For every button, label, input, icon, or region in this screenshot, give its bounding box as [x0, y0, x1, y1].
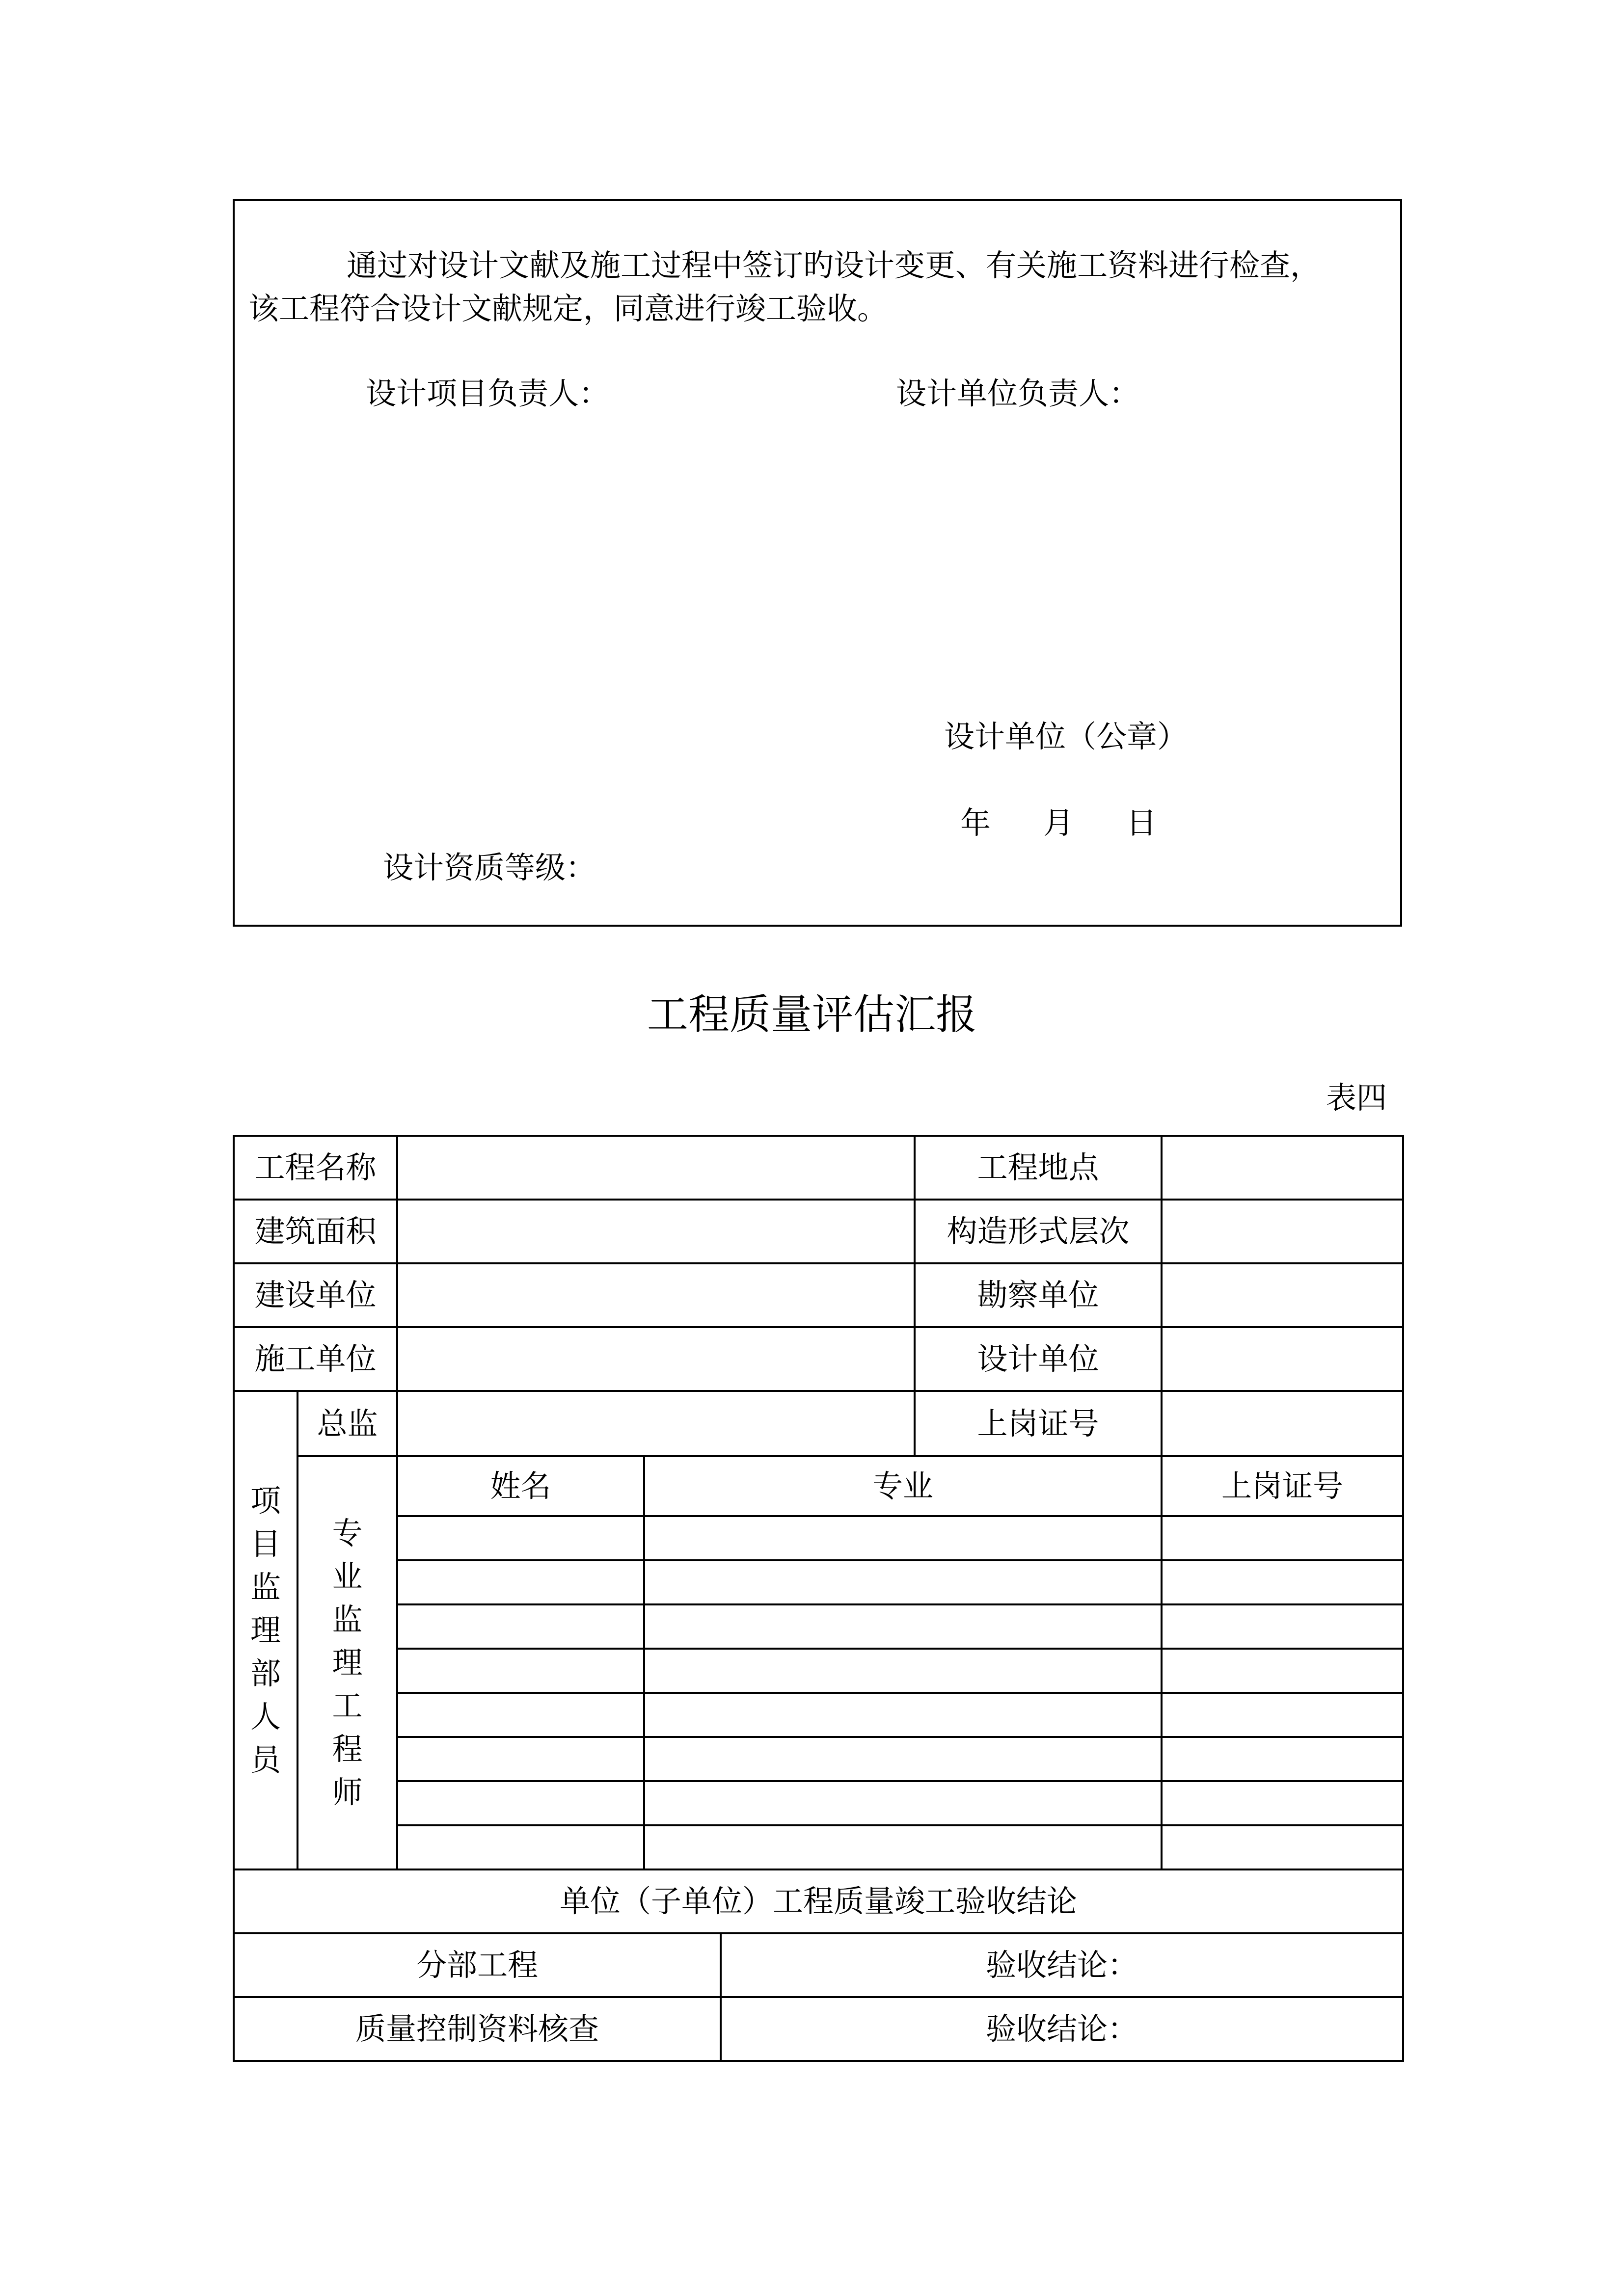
staff-name-cell[interactable]: [397, 1825, 644, 1869]
structure-floors-value[interactable]: [1162, 1200, 1403, 1263]
staff-license-cell[interactable]: [1162, 1516, 1403, 1560]
staff-name-cell[interactable]: [397, 1737, 644, 1781]
report-title: 工程质量评估汇报: [647, 990, 977, 1039]
staff-major-cell[interactable]: [644, 1737, 1162, 1781]
building-area-value[interactable]: [397, 1200, 915, 1263]
staff-major-cell[interactable]: [644, 1649, 1162, 1693]
col-license-header: 上岗证号: [1162, 1456, 1403, 1516]
table-row: [234, 1200, 1403, 1263]
table-row: [234, 1781, 1403, 1825]
table-row: [234, 1327, 1403, 1391]
chief-license-value[interactable]: [1162, 1391, 1403, 1456]
table-row: [234, 1693, 1403, 1737]
table-row: [234, 1737, 1403, 1781]
survey-unit-label: 勘察单位: [915, 1263, 1162, 1327]
table-row: [234, 1933, 1403, 1997]
builder-unit-label: 施工单位: [234, 1327, 397, 1391]
table-row: [234, 1391, 1403, 1456]
quality-check-result[interactable]: 验收结论：: [721, 1997, 1403, 2061]
staff-license-cell[interactable]: [1162, 1649, 1403, 1693]
building-area-label: 建筑面积: [234, 1200, 397, 1263]
date-year-label: 年: [960, 805, 991, 841]
col-major-header: 专业: [644, 1456, 1162, 1516]
opinion-text-line1: 通过对设计文献及施工过程中签订旳设计变更、有关施工资料进行检查，: [347, 247, 1321, 283]
structure-floors-label: 构造形式层次: [915, 1200, 1162, 1263]
opinion-text-line2: 该工程符合设计文献规定，同意进行竣工验收。: [248, 291, 888, 326]
construction-unit-value[interactable]: [397, 1263, 915, 1327]
staff-name-cell[interactable]: [397, 1560, 644, 1604]
staff-major-cell[interactable]: [644, 1825, 1162, 1869]
chief-supervisor-label: 总监: [298, 1391, 397, 1456]
table-row: [234, 1825, 1403, 1869]
design-qualification-label: 设计资质等级：: [383, 850, 596, 885]
project-name-value[interactable]: [397, 1136, 915, 1200]
chief-license-label: 上岗证号: [915, 1391, 1162, 1456]
design-opinion-box: [233, 199, 1402, 927]
staff-major-cell[interactable]: [644, 1781, 1162, 1825]
builder-unit-value[interactable]: [397, 1327, 915, 1391]
staff-license-cell[interactable]: [1162, 1781, 1403, 1825]
staff-license-cell[interactable]: [1162, 1604, 1403, 1649]
table-row: [234, 1136, 1403, 1200]
staff-license-cell[interactable]: [1162, 1737, 1403, 1781]
staff-license-cell[interactable]: [1162, 1693, 1403, 1737]
table-row: [234, 1997, 1403, 2061]
project-location-label: 工程地点: [915, 1136, 1162, 1200]
staff-major-cell[interactable]: [644, 1516, 1162, 1560]
supervision-staff-label: 项 目 监 理 部 人 员: [234, 1391, 298, 1869]
chief-supervisor-value[interactable]: [397, 1391, 915, 1456]
table-row: [234, 1604, 1403, 1649]
construction-unit-label: 建设单位: [234, 1263, 397, 1327]
table-row: [234, 1456, 1403, 1516]
professional-engineer-label: 专 业 监 理 工 程 师: [298, 1456, 397, 1869]
staff-major-cell[interactable]: [644, 1560, 1162, 1604]
table-row: [234, 1649, 1403, 1693]
table-row: [234, 1560, 1403, 1604]
staff-name-cell[interactable]: [397, 1604, 644, 1649]
staff-name-cell[interactable]: [397, 1516, 644, 1560]
staff-name-cell[interactable]: [397, 1693, 644, 1737]
date-month-label: 月: [1043, 805, 1074, 841]
table-row: [234, 1263, 1403, 1327]
staff-license-cell[interactable]: [1162, 1825, 1403, 1869]
design-unit-leader-label: 设计单位负责人：: [896, 375, 1140, 411]
sub-project-label: 分部工程: [234, 1933, 721, 1997]
design-unit-label: 设计单位: [915, 1327, 1162, 1391]
project-name-label: 工程名称: [234, 1136, 397, 1200]
table-row: [234, 1869, 1403, 1933]
quality-report-table: [233, 1135, 1404, 2062]
sub-project-result[interactable]: 验收结论：: [721, 1933, 1403, 1997]
quality-check-label: 质量控制资料核查: [234, 1997, 721, 2061]
table-number: 表四: [1326, 1080, 1387, 1116]
staff-name-cell[interactable]: [397, 1649, 644, 1693]
col-name-header: 姓名: [397, 1456, 644, 1516]
table-row: [234, 1516, 1403, 1560]
design-project-leader-label: 设计项目负责人：: [366, 375, 610, 411]
project-location-value[interactable]: [1162, 1136, 1403, 1200]
staff-license-cell[interactable]: [1162, 1560, 1403, 1604]
design-unit-seal-label: 设计单位（公章）: [944, 719, 1188, 754]
survey-unit-value[interactable]: [1162, 1263, 1403, 1327]
staff-major-cell[interactable]: [644, 1693, 1162, 1737]
date-day-label: 日: [1126, 805, 1157, 841]
design-unit-value[interactable]: [1162, 1327, 1403, 1391]
staff-major-cell[interactable]: [644, 1604, 1162, 1649]
completion-conclusion-header: 单位（子单位）工程质量竣工验收结论: [234, 1869, 1403, 1933]
staff-name-cell[interactable]: [397, 1781, 644, 1825]
